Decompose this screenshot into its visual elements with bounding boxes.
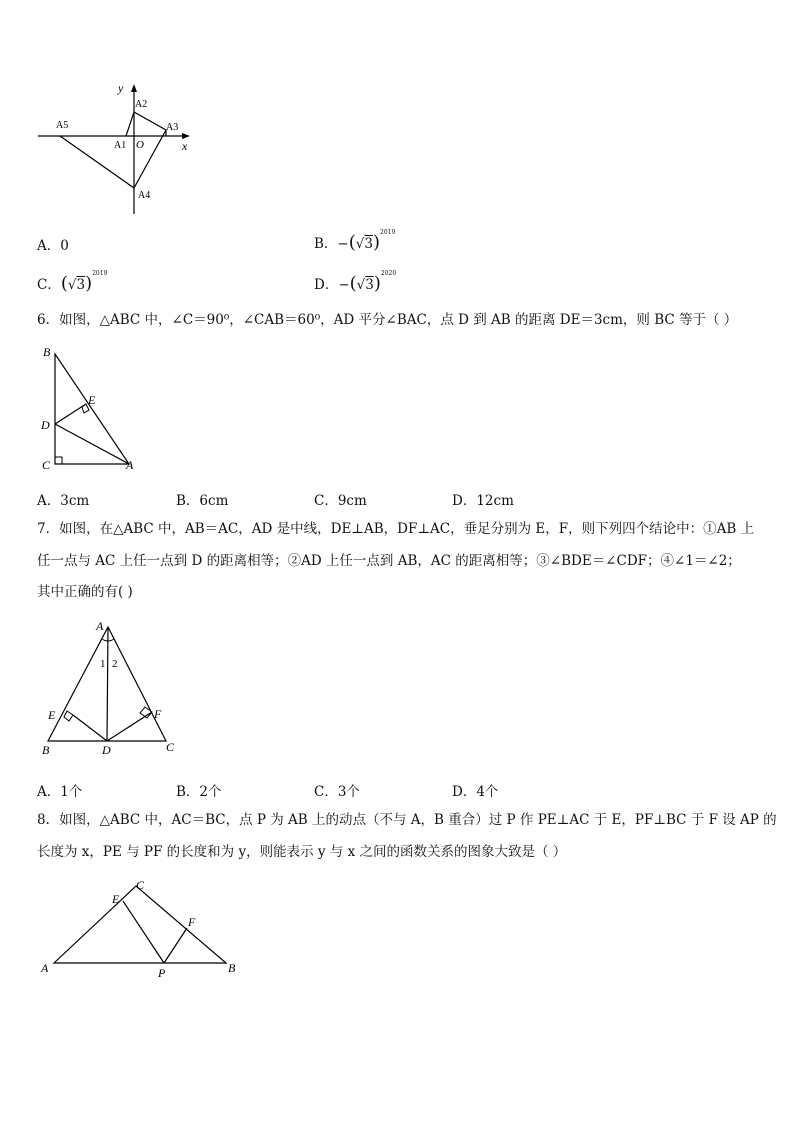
q6-option-a: A．3cm	[37, 493, 90, 509]
vertex-e-label: E	[48, 708, 56, 722]
q7-stem-line1: 7．如图，在△ABC 中，AB＝AC，AD 是中线，DE⊥AB，DF⊥AC，垂足分别为 E，F，则下列四个结论中：①AB 上	[37, 521, 755, 537]
q6-option-d: D．12cm	[452, 493, 514, 509]
q5-option-c: C．$(√3)^{2019}$	[37, 270, 108, 294]
q7-option-c: C．3个	[314, 784, 360, 800]
vertex-a-label: A	[41, 961, 49, 975]
q5-option-b: B．$-(√3)^{2019}$	[314, 229, 396, 253]
origin-label: O	[136, 139, 144, 151]
q7-isosceles-figure	[36, 615, 186, 760]
q7-option-a: A．1个	[37, 784, 83, 800]
segment-ad	[55, 424, 129, 464]
vertex-c-label: C	[42, 458, 51, 472]
triangle-abc	[55, 354, 129, 464]
point-a2-label: A2	[135, 99, 148, 110]
q6-option-c: C．9cm	[314, 493, 367, 509]
q8-stem-line1: 8．如图，△ABC 中，AC＝BC，点 P 为 AB 上的动点（不与 A，B 重合）过 P 作 PE⊥AC 于 E，PF⊥BC 于 F 设 AP 的	[37, 812, 777, 828]
q5-coordinate-figure	[36, 80, 196, 220]
right-angle-e	[64, 711, 73, 721]
q6-option-b: B．6cm	[176, 493, 229, 509]
q8-stem-line2: 长度为 x，PE 与 PF 的长度和为 y，则能表示 y 与 x 之间的函数关系的图象大致是（ ）	[37, 844, 567, 860]
vertex-b-label: B	[42, 743, 50, 757]
vertex-e-label: E	[88, 393, 96, 407]
angle-2-label: 2	[112, 658, 118, 670]
vertex-p-label: P	[158, 966, 166, 980]
q5-option-d: D．$-(√3)^{2020}$	[314, 270, 397, 294]
vertex-f-label: F	[154, 707, 162, 721]
point-a4-label: A4	[138, 190, 151, 201]
vertex-f-label: F	[188, 915, 196, 929]
spiral-path	[60, 112, 166, 188]
q7-option-d: D．4个	[452, 784, 499, 800]
point-a5-label: A5	[56, 120, 69, 131]
point-a1-label: A1	[114, 140, 127, 151]
x-axis-label: x	[182, 139, 188, 153]
y-axis-arrow	[131, 84, 137, 92]
q5-option-a: A．0	[37, 238, 69, 254]
vertex-a-label: A	[96, 619, 104, 633]
segment-de	[55, 404, 86, 424]
vertex-d-label: D	[102, 743, 111, 757]
q7-option-b: B．2个	[176, 784, 222, 800]
perp-de	[73, 715, 107, 741]
q6-triangle-figure	[36, 340, 146, 475]
triangle-abc	[54, 886, 226, 963]
vertex-b-label: B	[228, 961, 236, 975]
q7-stem-line2: 任一点与 AC 上任一点到 D 的距离相等；②AD 上任一点到 AB，AC 的距离相等；③∠BDE＝∠CDF；④∠1＝∠2；	[37, 553, 741, 569]
point-a3-label: A3	[166, 122, 179, 133]
vertex-b-label: B	[43, 345, 51, 359]
q6-stem: 6．如图，△ABC 中，∠C＝90⁰，∠CAB＝60⁰，AD 平分∠BAC，点 D 到 AB 的距离 DE＝3cm，则 BC 等于（ ）	[37, 312, 738, 328]
perp-pe	[123, 901, 164, 963]
q7-stem-line3: 其中正确的有( )	[37, 584, 133, 600]
perp-pf	[164, 928, 187, 963]
right-angle-c	[55, 457, 62, 464]
q8-triangle-figure	[36, 872, 246, 982]
vertex-d-label: D	[41, 418, 50, 432]
vertex-e-label: E	[112, 892, 120, 906]
vertex-c-label: C	[166, 740, 175, 754]
vertex-a-label: A	[126, 458, 134, 472]
angle-1-label: 1	[100, 658, 106, 670]
y-axis-label: y	[118, 81, 124, 95]
vertex-c-label: C	[136, 878, 145, 892]
median-ad	[107, 627, 108, 741]
